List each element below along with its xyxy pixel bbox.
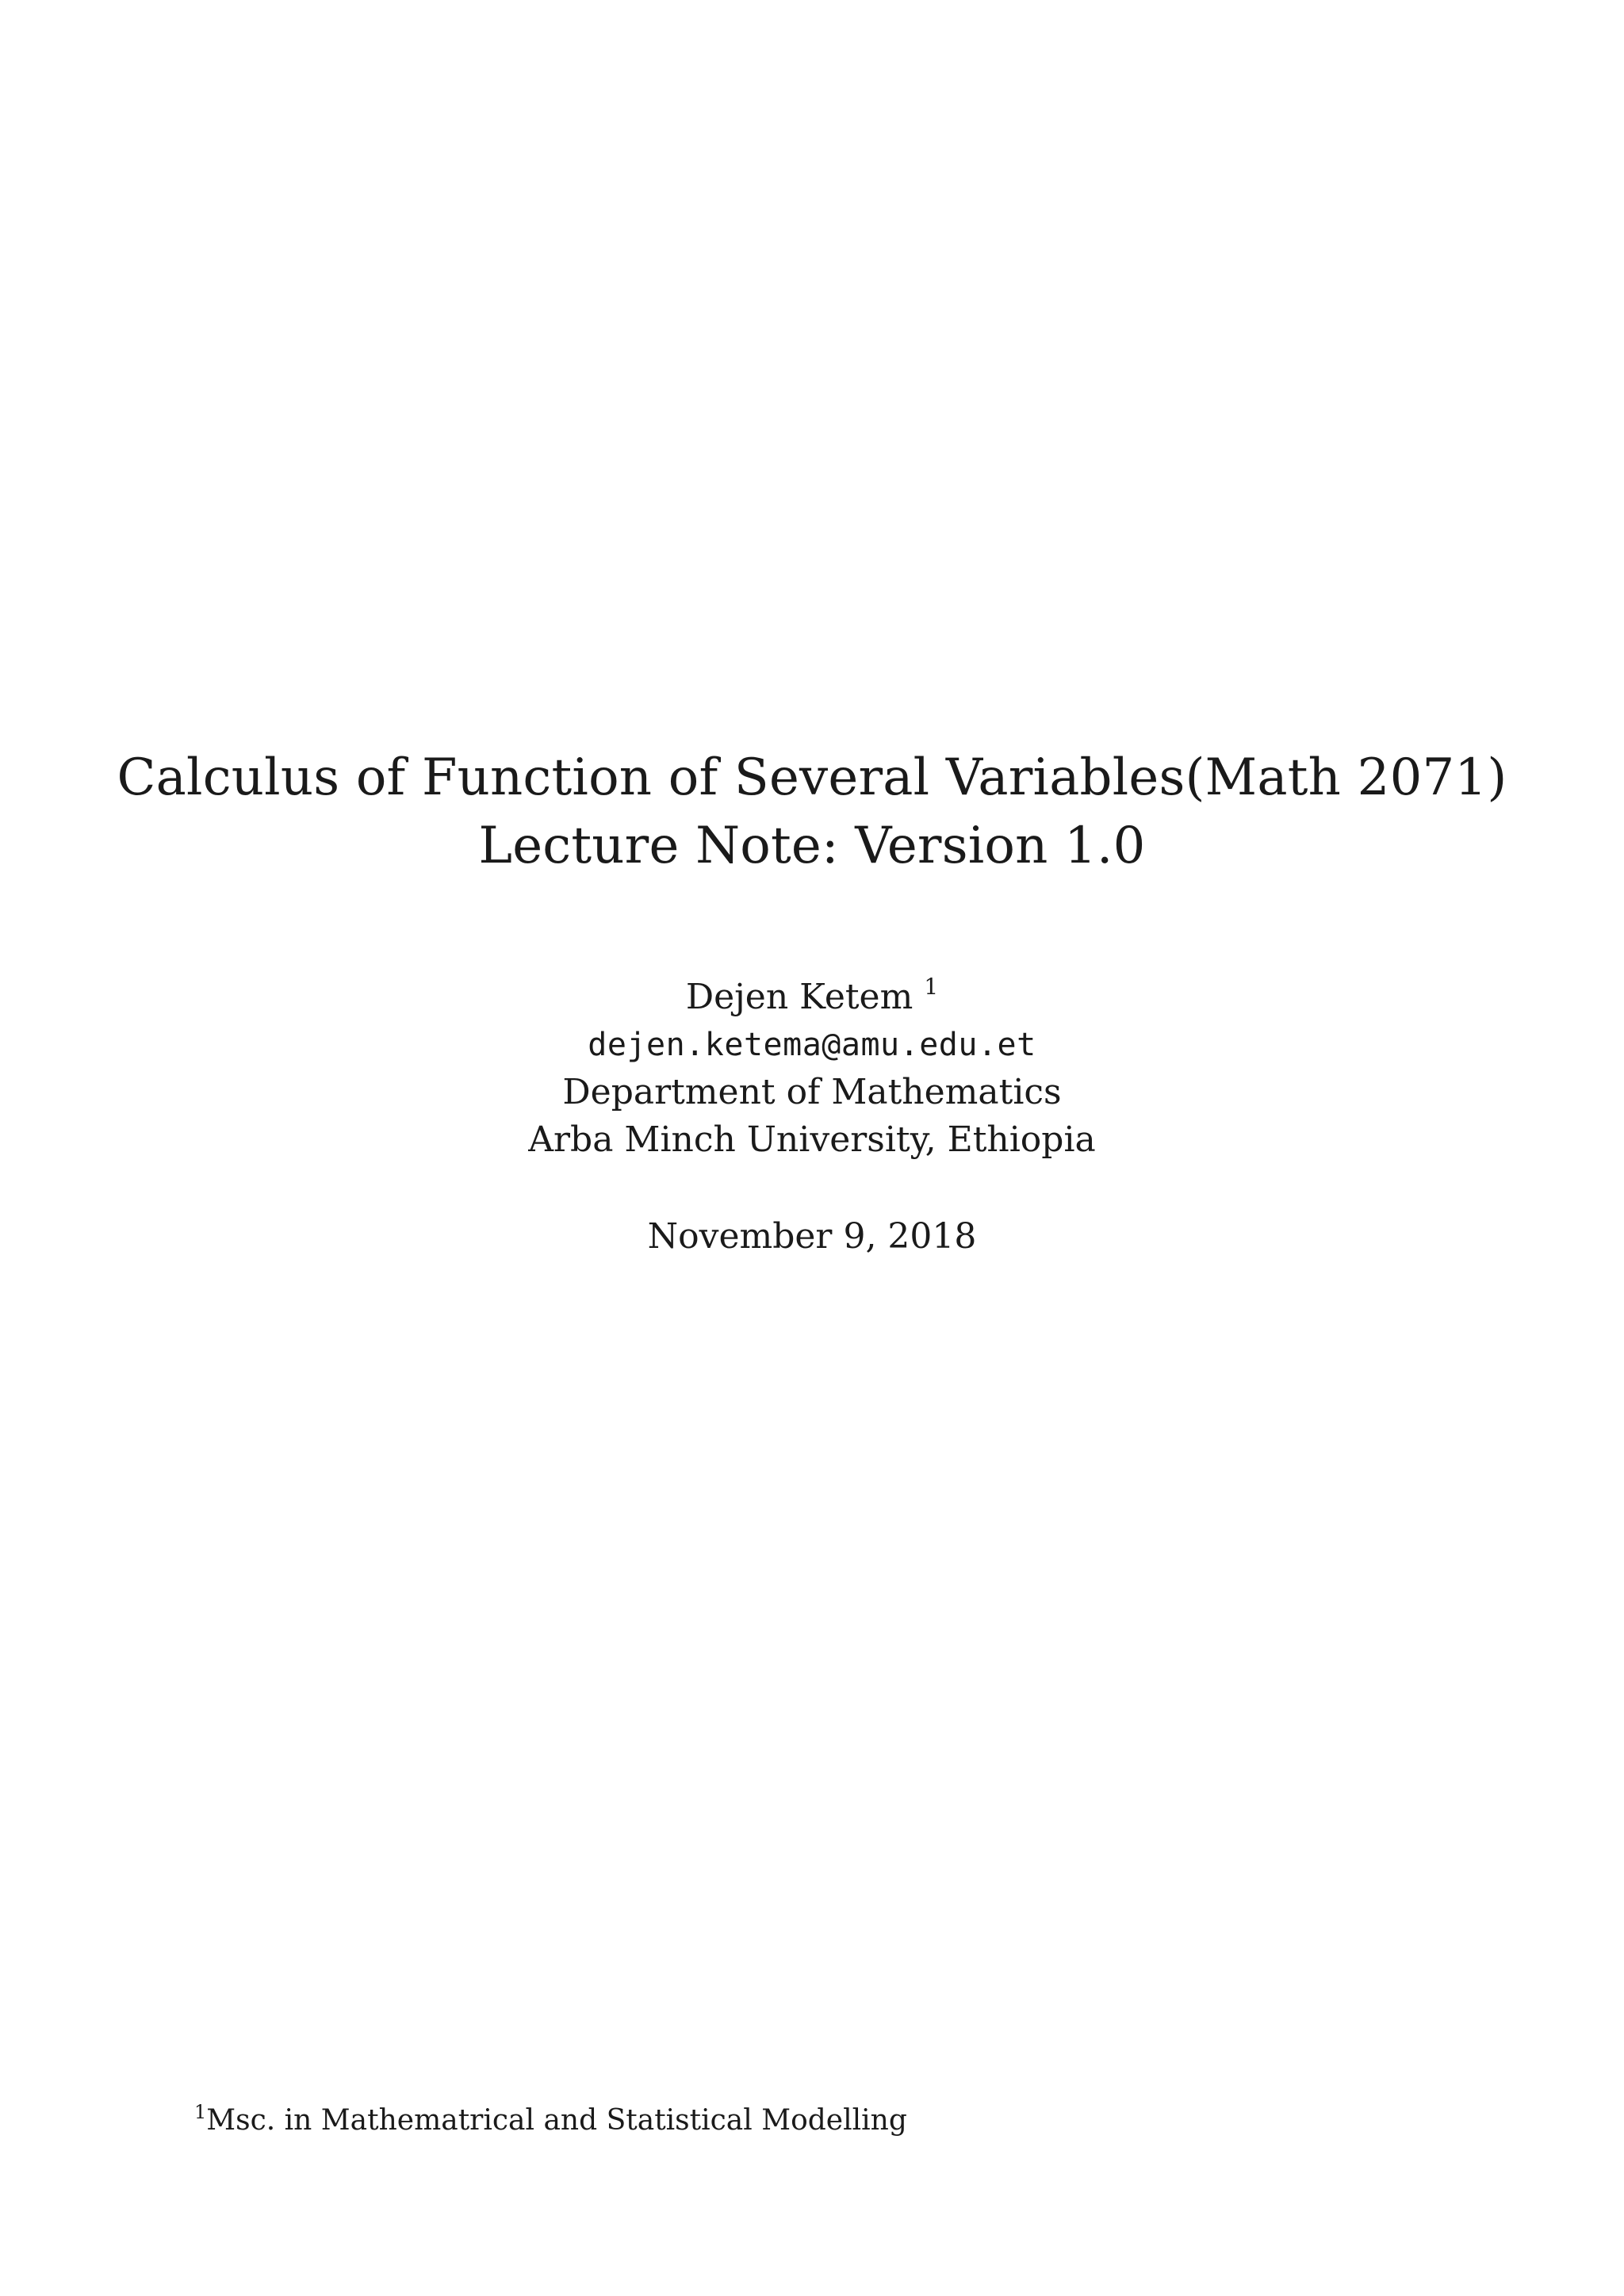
author-department: Department of Mathematics (562, 1072, 1062, 1112)
date-block (0, 1213, 1624, 1261)
author-block (0, 974, 1624, 1164)
footnote-mark: 1 (194, 2101, 207, 2123)
author-line (0, 974, 1624, 1021)
title-line-2-container (0, 812, 1624, 880)
author-footnote-mark: 1 (924, 974, 939, 1000)
title-line-1-container (0, 744, 1624, 812)
footnote-text: Msc. in Mathematrical and Statistical Modelling (206, 2104, 907, 2137)
author-name: Dejen Ketem (685, 977, 914, 1017)
footnote (194, 2101, 907, 2141)
author-university: Arba Minch University, Ethiopia (528, 1119, 1096, 1160)
author-email: dejen.ketema@amu.edu.et (588, 1027, 1036, 1063)
document-date: November 9, 2018 (647, 1216, 977, 1257)
document-subtitle: Lecture Note: Version 1.0 (478, 817, 1146, 875)
document-title: Calculus of Function of Several Variables(Math 2071) (117, 748, 1507, 807)
